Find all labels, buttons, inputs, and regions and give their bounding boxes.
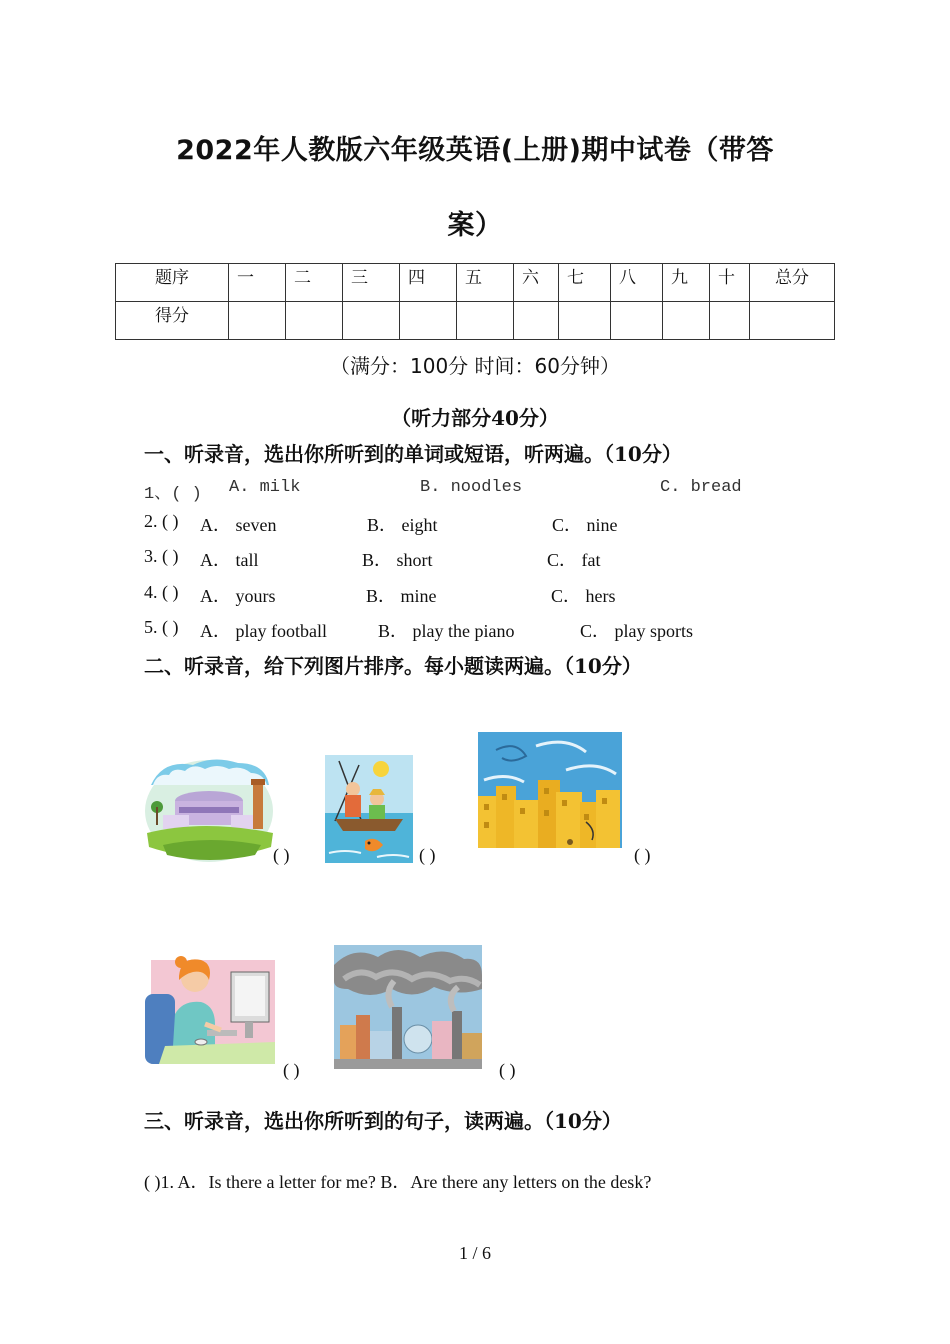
q4-option-a[interactable]: A． yours (200, 586, 276, 606)
exam-info: （满分：100分 时间：60分钟） (330, 354, 620, 378)
q4-number: 4. ( ) (144, 582, 179, 602)
q5-option-b[interactable]: B． play the piano (378, 621, 515, 641)
windy-city-picture (476, 730, 624, 850)
score-cell[interactable] (663, 302, 710, 340)
score-row-label: 得分 (116, 302, 229, 340)
score-header-cell: 八 (611, 264, 663, 302)
score-header-cell: 总分 (750, 264, 835, 302)
score-table-score-row (116, 302, 835, 340)
q1-option-c[interactable]: C. bread (660, 478, 742, 497)
score-cell[interactable] (457, 302, 514, 340)
picture1-answer-blank[interactable]: ( ) (273, 845, 290, 865)
q2-option-c[interactable]: C． nine (552, 515, 618, 535)
section3-question1[interactable]: ( )1. A．Is there a letter for me? B．Are there any letters on the desk? (144, 1172, 652, 1192)
score-cell[interactable] (611, 302, 663, 340)
score-cell[interactable] (750, 302, 835, 340)
picture2-answer-blank[interactable]: ( ) (419, 845, 436, 865)
stadium-picture (143, 755, 275, 863)
score-cell[interactable] (559, 302, 611, 340)
score-cell[interactable] (229, 302, 286, 340)
q2-number: 2. ( ) (144, 511, 179, 531)
score-cell[interactable] (400, 302, 457, 340)
page-number: 1 / 6 (458, 1243, 491, 1263)
doc-title-line1: 2022年人教版六年级英语(上册)期中试卷（带答 (176, 135, 774, 166)
q3-option-b[interactable]: B． short (362, 550, 433, 570)
score-table-header-row (116, 264, 835, 302)
fishing-picture (325, 755, 413, 863)
score-header-cell: 九 (663, 264, 710, 302)
q3-option-a[interactable]: A． tall (200, 550, 259, 570)
score-cell[interactable] (343, 302, 400, 340)
q2-option-b[interactable]: B． eight (367, 515, 438, 535)
score-header-cell: 一 (229, 264, 286, 302)
score-header-cell: 六 (514, 264, 559, 302)
score-header-cell: 三 (343, 264, 400, 302)
score-header-cell: 题序 (116, 264, 229, 302)
score-header-cell: 二 (286, 264, 343, 302)
q5-option-c[interactable]: C． play sports (580, 621, 694, 641)
q3-option-c[interactable]: C． fat (547, 550, 601, 570)
score-cell[interactable] (514, 302, 559, 340)
section2-title: 二、听录音，给下列图片排序。每小题读两遍。（10分） (144, 654, 642, 678)
picture4-answer-blank[interactable]: ( ) (283, 1060, 300, 1080)
listening-header: （听力部分40分） (391, 406, 559, 430)
q2-option-a[interactable]: A． seven (200, 515, 277, 535)
picture3-answer-blank[interactable]: ( ) (634, 845, 651, 865)
score-header-cell: 四 (400, 264, 457, 302)
q5-option-a[interactable]: A． play football (200, 621, 327, 641)
score-table (115, 263, 835, 340)
picture5-answer-blank[interactable]: ( ) (499, 1060, 516, 1080)
q4-option-c[interactable]: C． hers (551, 586, 616, 606)
section3-title: 三、听录音，选出你所听到的句子，读两遍。（10分） (144, 1109, 622, 1133)
score-header-cell: 七 (559, 264, 611, 302)
q5-number: 5. ( ) (144, 617, 179, 637)
q3-number: 3. ( ) (144, 546, 179, 566)
q1-option-a[interactable]: A. milk (229, 478, 301, 497)
q4-option-b[interactable]: B． mine (366, 586, 437, 606)
q1-option-b[interactable]: B. noodles (420, 478, 523, 497)
score-cell[interactable] (286, 302, 343, 340)
score-header-cell: 五 (457, 264, 514, 302)
q1-number: 1、( ) (144, 485, 202, 504)
polluted-city-picture (334, 945, 482, 1069)
doc-title-line2: 案） (447, 210, 503, 241)
computer-user-picture (145, 950, 277, 1066)
score-header-cell: 十 (710, 264, 750, 302)
score-cell[interactable] (710, 302, 750, 340)
section1-title: 一、听录音，选出你所听到的单词或短语，听两遍。（10分） (144, 442, 682, 466)
